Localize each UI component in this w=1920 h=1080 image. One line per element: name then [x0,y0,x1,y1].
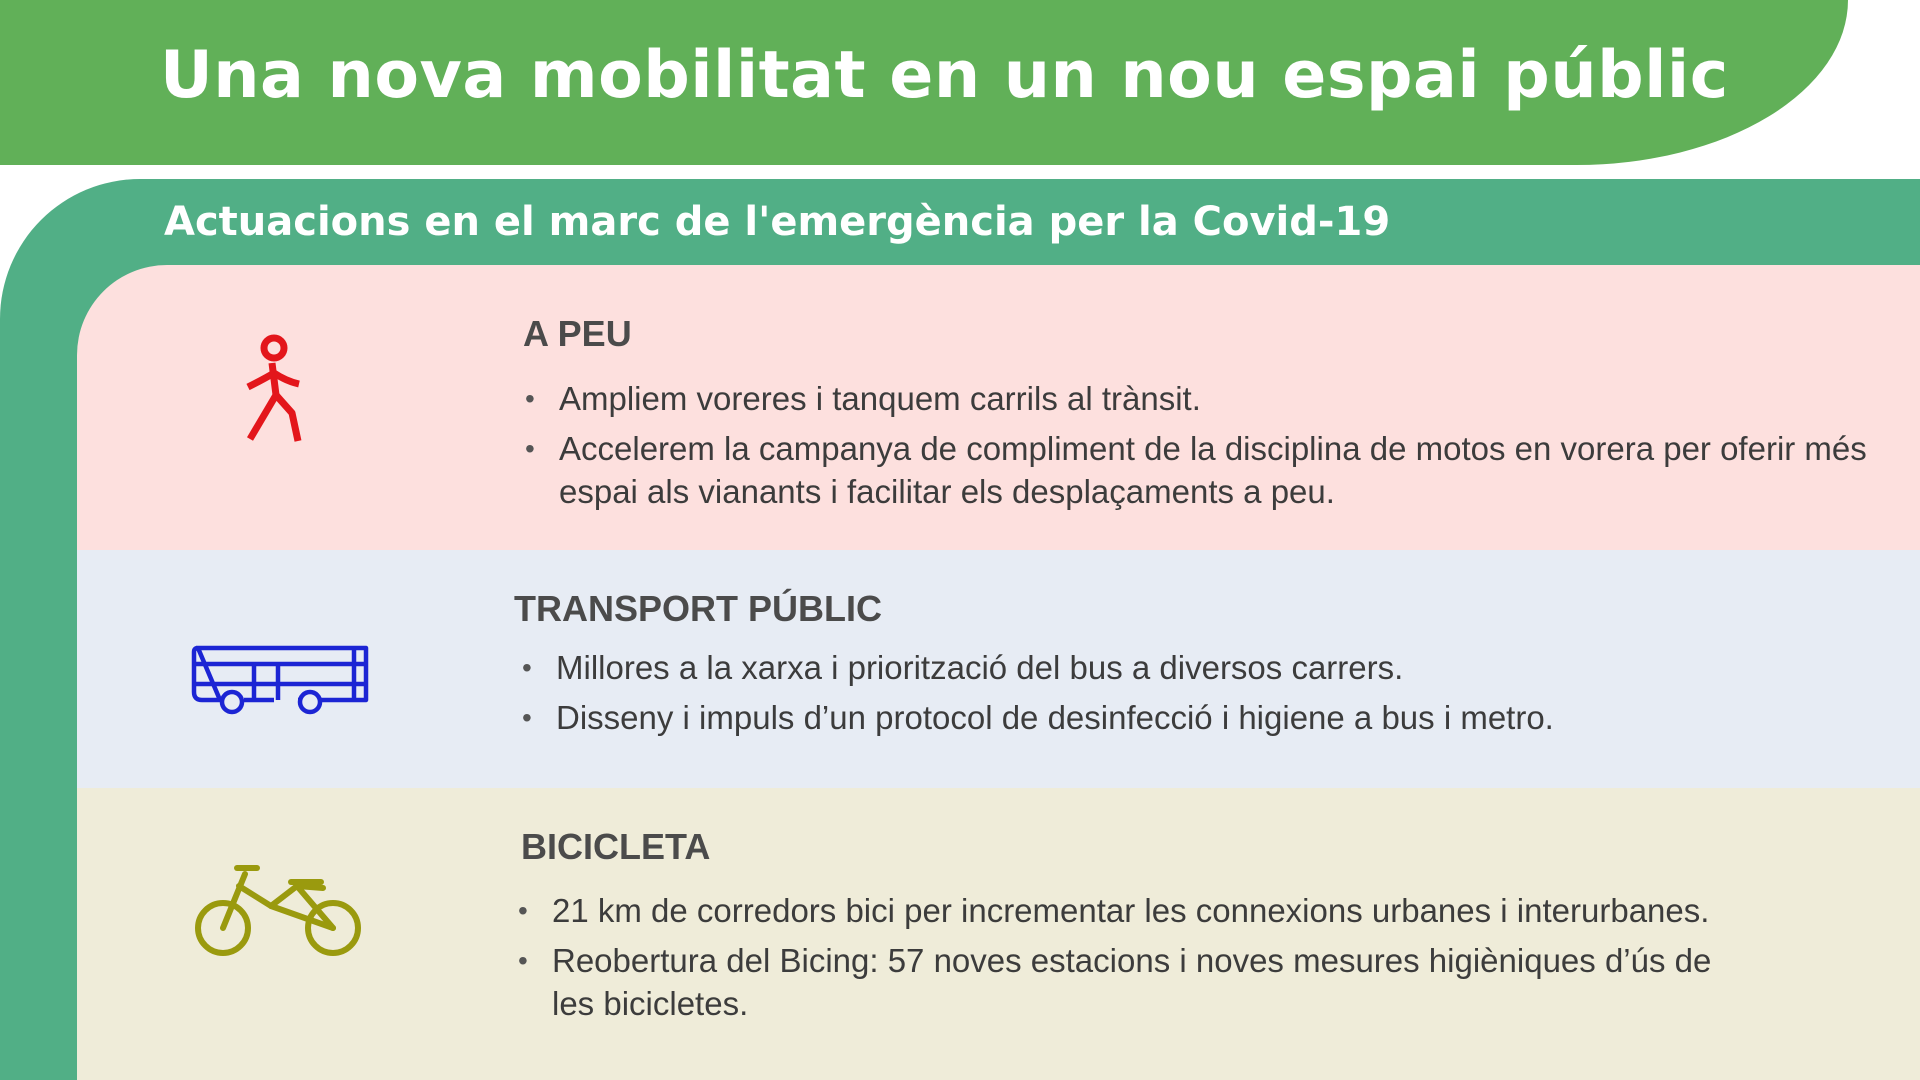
page-subtitle: Actuacions en el marc de l'emergència per la Covid-19 [164,199,1391,245]
section-walking [77,265,1920,550]
list-item: • Disseny i impuls d’un protocol de desinfecció i higiene a bus i metro. [520,696,1890,739]
list-item: • Millores a la xarxa i priorització del bus a diversos carrers. [520,646,1890,689]
section-bicycle [77,788,1920,1080]
pedestrian-icon [244,333,316,455]
page-title: Una nova mobilitat en un nou espai públic [160,38,1729,113]
section-public-transport [77,550,1920,788]
bullet-list-public-transport [520,646,1890,746]
bicycle-icon [193,862,365,962]
section-heading-walking: A PEU [523,313,632,354]
bus-icon [190,644,370,718]
list-item: • Accelerem la campanya de compliment de la disciplina de motos en vorera per oferir més espai als vianants i facilitar els desplaçaments a peu. [523,427,1893,513]
content-panel [77,265,1920,1080]
list-item: • Reobertura del Bicing: 57 noves estacions i noves mesures higièniques d’ús de les bicicletes. [516,939,1732,1025]
list-item: • Ampliem voreres i tanquem carrils al trànsit. [523,377,1893,420]
section-heading-public-transport: TRANSPORT PÚBLIC [514,588,882,629]
bullet-list-bicycle [516,889,1906,1032]
bullet-list-walking [523,377,1893,520]
list-item: • 21 km de corredors bici per incrementar les connexions urbanes i interurbanes. [516,889,1906,932]
section-heading-bicycle: BICICLETA [521,826,711,867]
